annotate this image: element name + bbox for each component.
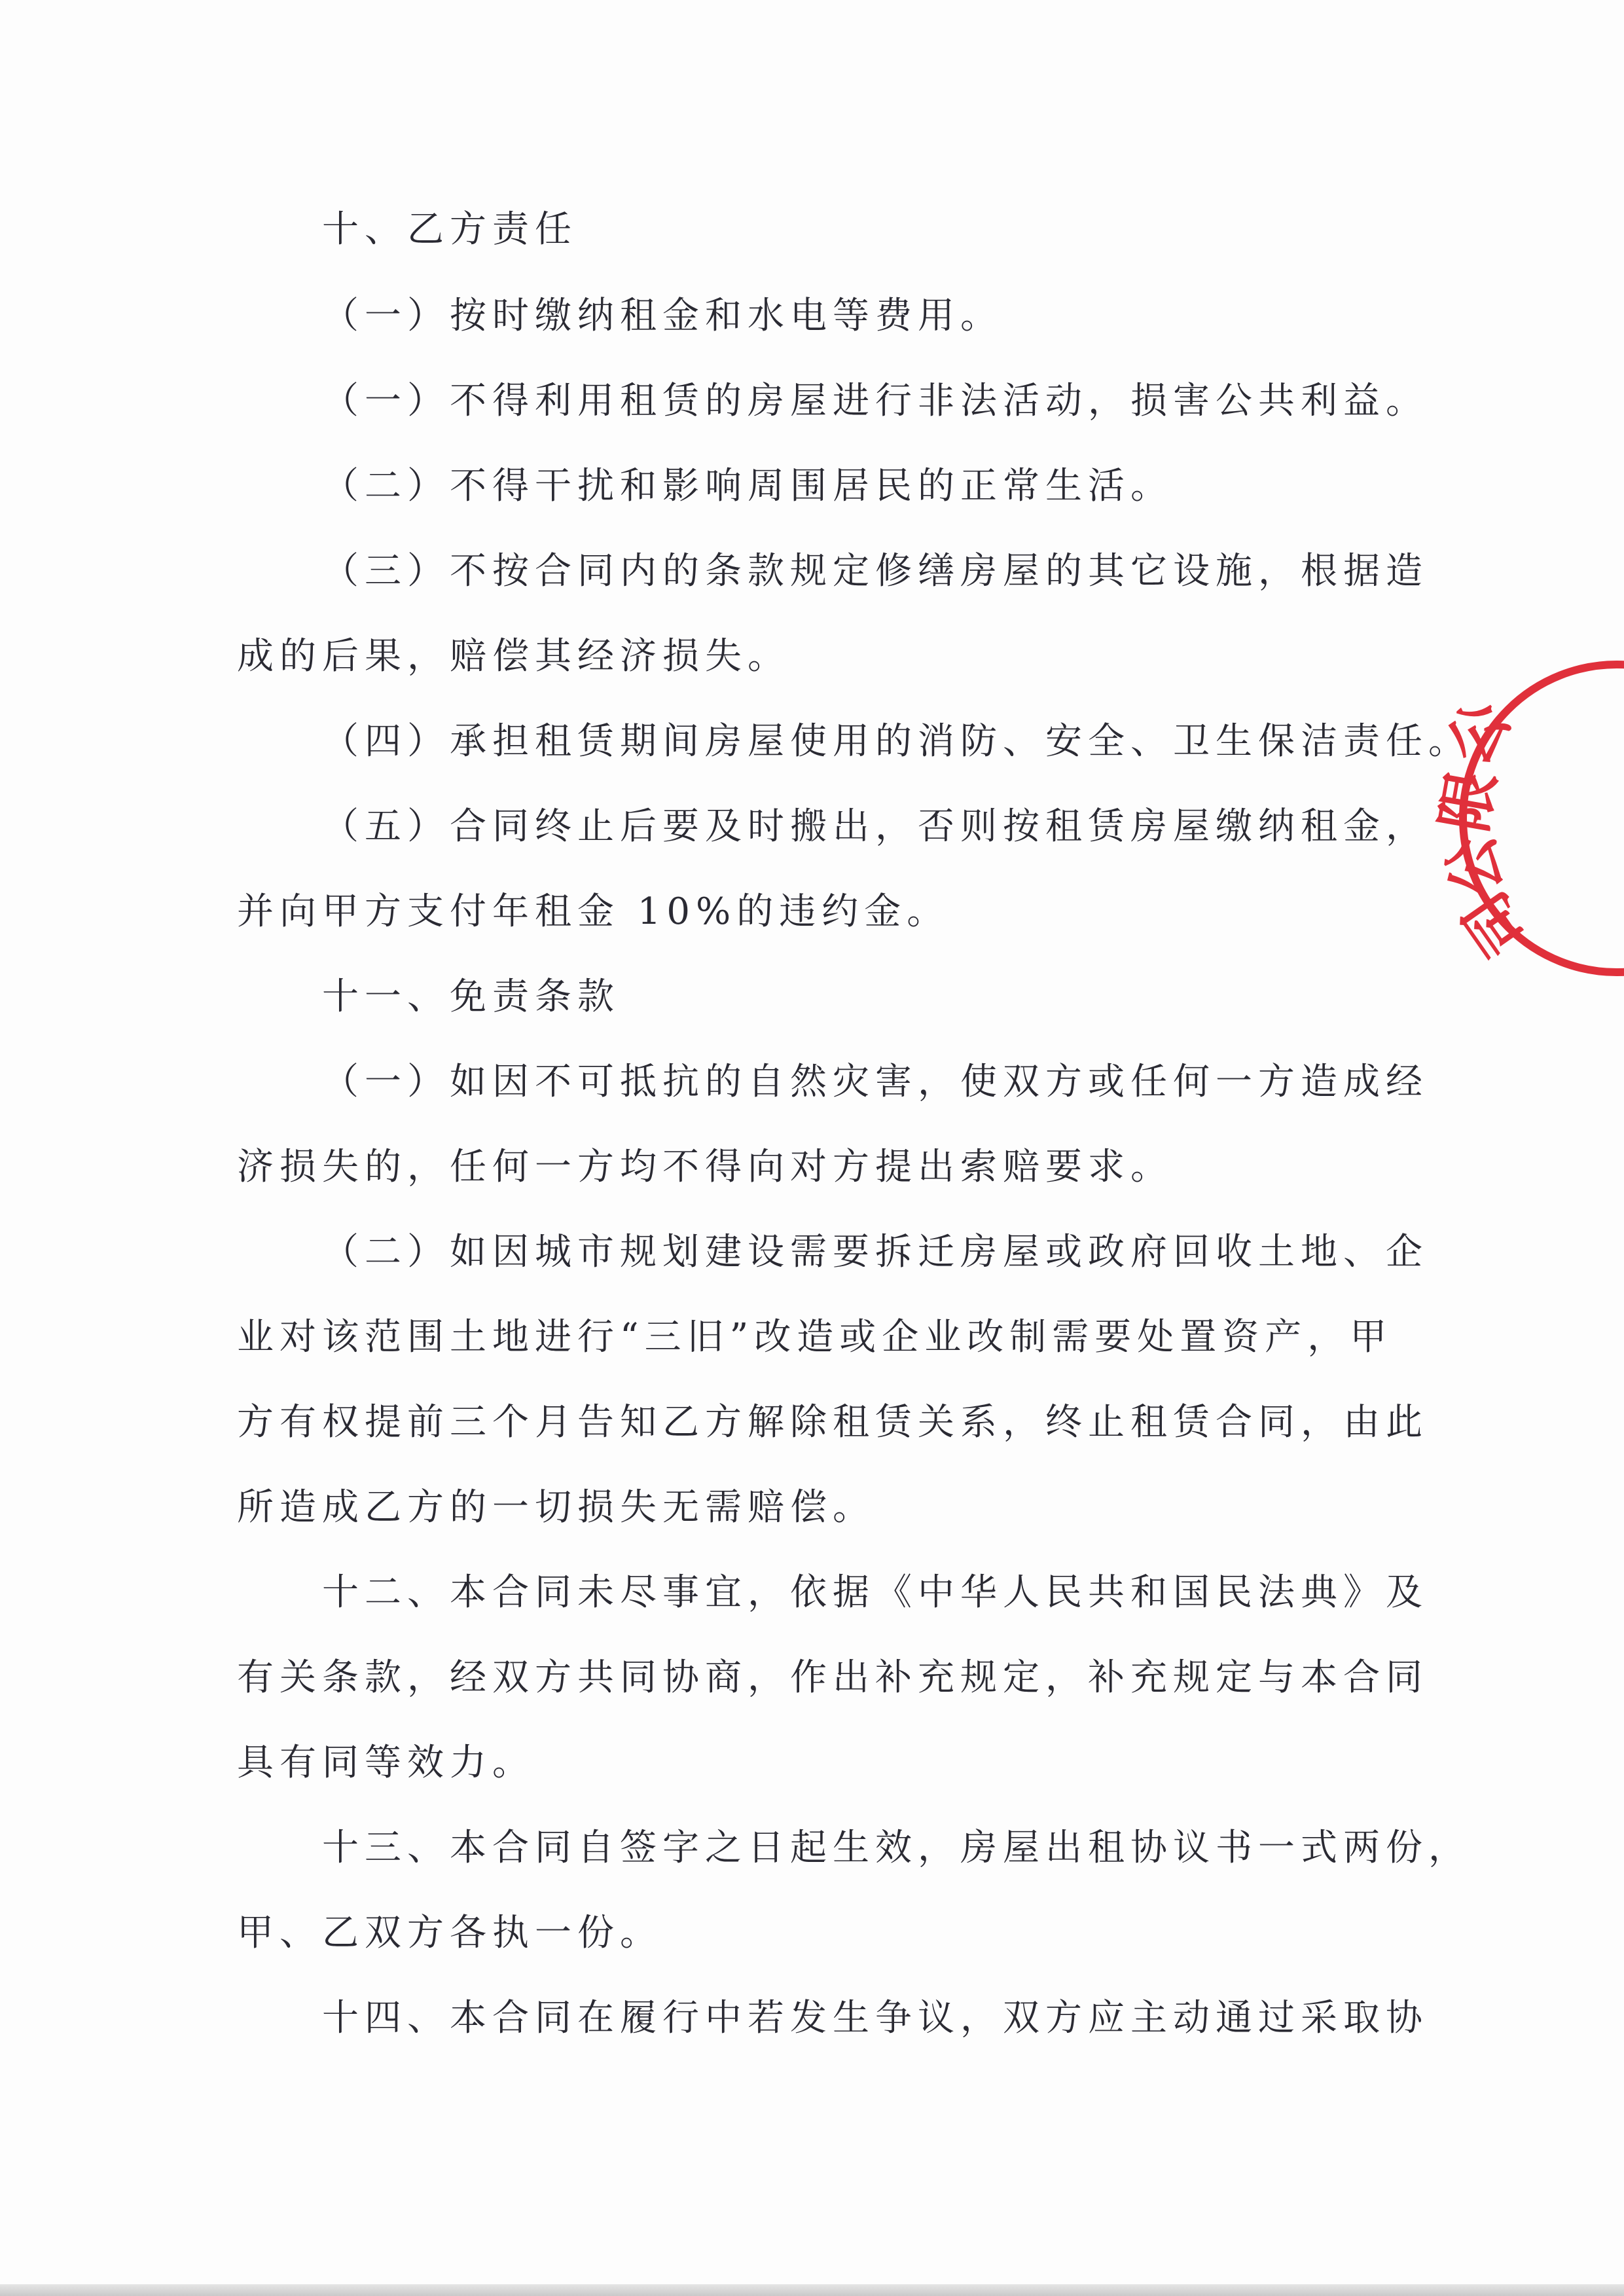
paragraph-line: 十二、本合同未尽事宜，依据《中华人民共和国民法典》及 [322, 1571, 1428, 1614]
paragraph-line: 并向甲方支付年租金 10%的违约金。 [237, 890, 950, 933]
seal-char: 公 [1432, 688, 1525, 777]
paragraph-line: 具有同等效力。 [237, 1741, 535, 1784]
paragraph-line: 成的后果，赔偿其经济损失。 [237, 635, 790, 678]
paragraph-line: 十三、本合同自签字之日起生效，房屋出租协议书一式两份， [322, 1827, 1471, 1869]
paragraph-line: 方有权提前三个月告知乙方解除租赁关系，终止租赁合同，由此 [237, 1401, 1428, 1444]
paragraph-line: （二）如因城市规划建设需要拆迁房屋或政府回收土地、企 [322, 1231, 1428, 1273]
paragraph-line: 业对该范围土地进行“三旧”改造或企业改制需要处置资产，甲 [237, 1316, 1393, 1358]
paragraph-line: （一）不得利用租赁的房屋进行非法活动，损害公共利益。 [322, 380, 1428, 422]
paragraph-line: （五）合同终止后要及时搬出，否则按租赁房屋缴纳租金， [322, 805, 1428, 848]
paragraph-line: （一）如因不可抵抗的自然灾害，使双方或任何一方造成经 [322, 1061, 1428, 1103]
section-heading: 十、乙方责任 [322, 208, 577, 251]
seal-char: 限 [1428, 765, 1509, 837]
paragraph-line: （一）按时缴纳租金和水电等费用。 [322, 295, 1003, 337]
paragraph-line: （三）不按合同内的条款规定修缮房屋的其它设施，根据造 [322, 550, 1428, 592]
scan-edge [0, 2284, 1624, 2296]
seal-char: 司 [1449, 879, 1542, 969]
paragraph-line: （二）不得干扰和影响周围居民的正常生活。 [322, 465, 1173, 507]
paragraph-line: （四）承担租赁期间房屋使用的消防、安全、卫生保洁责任。 [322, 720, 1471, 763]
paragraph-line: 济损失的，任何一方均不得向对方提出索赔要求。 [237, 1146, 1173, 1188]
seal-char: 公 [1434, 829, 1515, 902]
section-heading: 十一、免责条款 [322, 975, 620, 1018]
paragraph-line: 十四、本合同在履行中若发生争议，双方应主动通过采取协 [322, 1997, 1428, 2039]
paragraph-line: 甲、乙双方各执一份。 [237, 1912, 662, 1954]
paragraph-line: 有关条款，经双方共同协商，作出补充规定，补充规定与本合同 [237, 1656, 1428, 1699]
paragraph-line: 所造成乙方的一切损失无需赔偿。 [237, 1486, 875, 1529]
company-seal [1401, 655, 1624, 982]
